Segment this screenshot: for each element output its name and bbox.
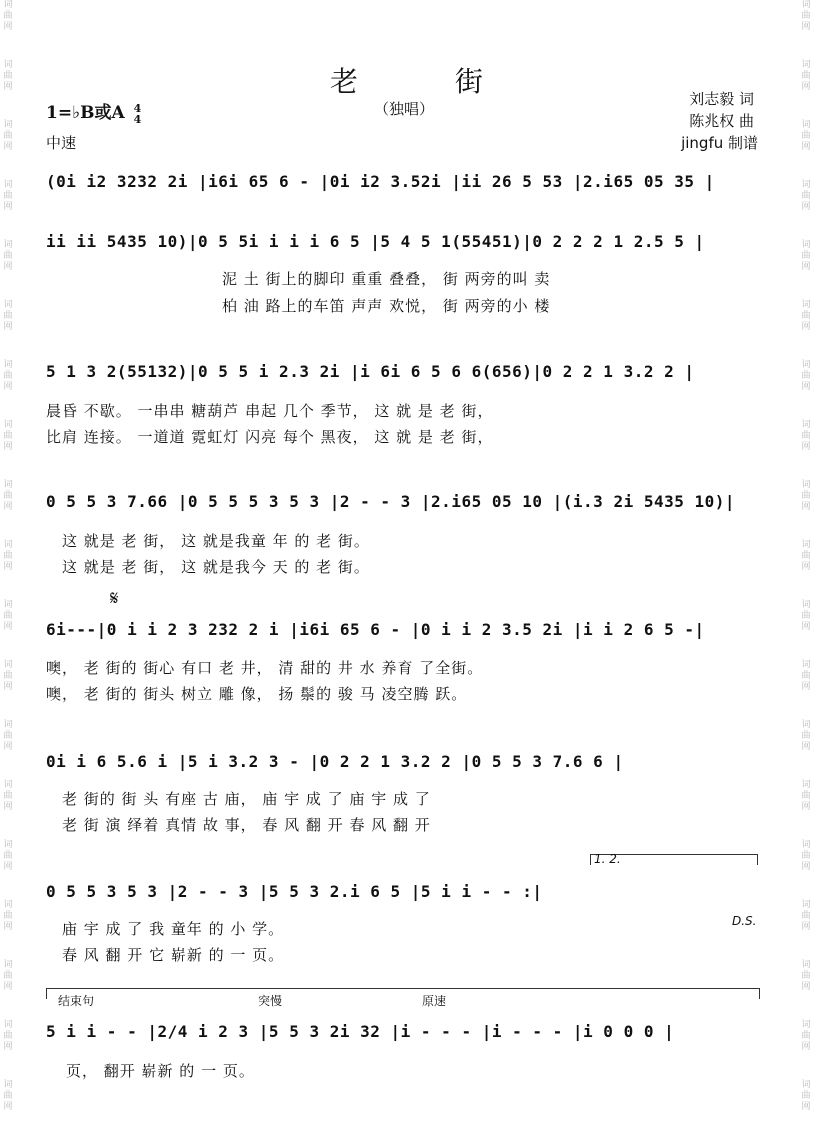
watermark-mark: 词 曲 网	[801, 720, 811, 752]
watermark-mark: 词 曲 网	[801, 1080, 811, 1112]
watermark-mark: 词 曲 网	[801, 240, 811, 272]
segno-sign: 𝄋	[110, 586, 119, 610]
watermark-mark: 词 曲 网	[3, 60, 13, 92]
watermark-mark: 词 曲 网	[3, 180, 13, 212]
time-denominator: 4	[133, 112, 142, 126]
key-signature	[46, 98, 141, 125]
lyric-line-4-verse-2: 这 就是 老 街， 这 就是我今 天 的 老 街。	[62, 558, 370, 576]
watermark-mark: 词 曲 网	[801, 900, 811, 932]
composer: 陈兆权 曲	[689, 112, 754, 130]
notation-line-4: 0 5 5 3 7.66 |0 5 5 5 3 5 3 |2 - - 3 |2.i65 05 10 |(i.3 2i 5435 10)|	[46, 492, 736, 511]
watermark-mark: 词 曲 网	[801, 480, 811, 512]
lyricist: 刘志毅 词	[689, 90, 754, 108]
watermark-mark: 词 曲 网	[3, 1020, 13, 1052]
watermark-mark: 词 曲 网	[3, 1080, 13, 1112]
watermark-mark: 词 曲 网	[801, 540, 811, 572]
watermark-mark: 词 曲 网	[3, 120, 13, 152]
song-title: 老 街	[330, 65, 527, 98]
watermark-mark: 词 曲 网	[801, 420, 811, 452]
a-tempo-label: 原速	[422, 994, 447, 1008]
lyric-line-4-verse-1: 这 就是 老 街， 这 就是我童 年 的 老 街。	[62, 532, 370, 550]
lyric-line-6-verse-2: 老 街 演 绎着 真情 故 事， 春 风 翻 开 春 风 翻 开	[62, 816, 431, 834]
watermark-mark: 词 曲 网	[3, 720, 13, 752]
watermark-mark: 词 曲 网	[801, 180, 811, 212]
ending-label: 结束句	[58, 994, 95, 1008]
watermark-mark: 词 曲 网	[3, 300, 13, 332]
watermark-mark: 词 曲 网	[3, 960, 13, 992]
tempo-marking: 中速	[46, 134, 77, 152]
watermark-mark: 词 曲 网	[3, 660, 13, 692]
lyric-line-7-verse-1: 庙 宇 成 了 我 童年 的 小 学。	[62, 920, 285, 938]
watermark-right	[798, 0, 814, 1130]
ending-bracket	[46, 988, 760, 999]
volta-label: 1. 2.	[594, 852, 621, 866]
notation-line-6: 0i i 6 5.6 i |5 i 3.2 3 - |0 2 2 1 3.2 2 |0 5 5 3 7.6 6 |	[46, 752, 624, 771]
watermark-mark: 词 曲 网	[3, 420, 13, 452]
lyric-line-2-verse-2: 柏 油 路上的车笛 声声 欢悦， 街 两旁的小 楼	[222, 297, 551, 315]
lyric-line-7-verse-2: 春 风 翻 开 它 崭新 的 一 页。	[62, 946, 285, 964]
notation-line-2: ii ii 5435 10)|0 5 5i i i i 6 5 |5 4 5 1(55451)|0 2 2 2 1 2.5 5 |	[46, 232, 705, 251]
watermark-mark: 词 曲 网	[801, 960, 811, 992]
watermark-mark: 词 曲 网	[3, 0, 13, 32]
time-signature	[134, 103, 142, 125]
transcriber: jingfu 制谱	[681, 134, 758, 152]
watermark-left	[0, 0, 16, 1130]
song-subtitle: （独唱）	[374, 100, 435, 118]
lyric-line-5-verse-1: 噢， 老 街的 街心 有口 老 井， 清 甜的 井 水 养育 了全街。	[46, 659, 484, 677]
watermark-mark: 词 曲 网	[801, 840, 811, 872]
watermark-mark: 词 曲 网	[3, 540, 13, 572]
watermark-mark: 词 曲 网	[801, 780, 811, 812]
notation-line-5: 6i---|0 i i 2 3 232 2 i |i6i 65 6 - |0 i i 2 3.5 2i |i i 2 6 5 -|	[46, 620, 705, 639]
watermark-mark: 词 曲 网	[801, 600, 811, 632]
watermark-mark: 词 曲 网	[801, 60, 811, 92]
notation-line-8: 5 i i - - |2/4 i 2 3 |5 5 3 2i 32 |i - - - |i - - - |i 0 0 0 |	[46, 1022, 675, 1041]
notation-line-3: 5 1 3 2(55132)|0 5 5 i 2.3 2i |i 6i 6 5 6 6(656)|0 2 2 1 3.2 2 |	[46, 362, 695, 381]
notation-line-7: 0 5 5 3 5 3 |2 - - 3 |5 5 3 2.i 6 5 |5 i i - - :|	[46, 882, 543, 901]
watermark-mark: 词 曲 网	[801, 1020, 811, 1052]
watermark-mark: 词 曲 网	[801, 300, 811, 332]
ritardando-label: 突慢	[258, 994, 283, 1008]
ds-marking: D.S.	[732, 914, 757, 928]
key-text: 1=♭B或A	[46, 103, 125, 123]
watermark-mark: 词 曲 网	[3, 480, 13, 512]
watermark-mark: 词 曲 网	[801, 120, 811, 152]
watermark-mark: 词 曲 网	[3, 240, 13, 272]
lyric-line-8: 页， 翻开 崭新 的 一 页。	[66, 1062, 255, 1080]
watermark-mark: 词 曲 网	[3, 900, 13, 932]
watermark-mark: 词 曲 网	[801, 360, 811, 392]
lyric-line-5-verse-2: 噢， 老 街的 街头 树立 雕 像， 扬 鬃的 骏 马 凌空腾 跃。	[46, 685, 468, 703]
watermark-mark: 词 曲 网	[801, 660, 811, 692]
time-numerator: 4	[133, 101, 142, 115]
notation-line-1: (0i i2 3232 2i |i6i 65 6 - |0i i2 3.52i |ii 26 5 53 |2.i65 05 35 |	[46, 172, 715, 191]
lyric-line-3-verse-2: 比肩 连接。 一道道 霓虹灯 闪亮 每个 黑夜， 这 就 是 老 街，	[46, 428, 494, 446]
watermark-mark: 词 曲 网	[3, 360, 13, 392]
watermark-mark: 词 曲 网	[3, 840, 13, 872]
watermark-mark: 词 曲 网	[3, 780, 13, 812]
watermark-mark: 词 曲 网	[801, 0, 811, 32]
lyric-line-2-verse-1: 泥 土 街上的脚印 重重 叠叠， 街 两旁的叫 卖	[222, 270, 551, 288]
lyric-line-3-verse-1: 晨昏 不歇。 一串串 糖葫芦 串起 几个 季节， 这 就 是 老 街，	[46, 402, 494, 420]
watermark-mark: 词 曲 网	[3, 600, 13, 632]
lyric-line-6-verse-1: 老 街的 街 头 有座 古 庙， 庙 宇 成 了 庙 宇 成 了	[62, 790, 431, 808]
